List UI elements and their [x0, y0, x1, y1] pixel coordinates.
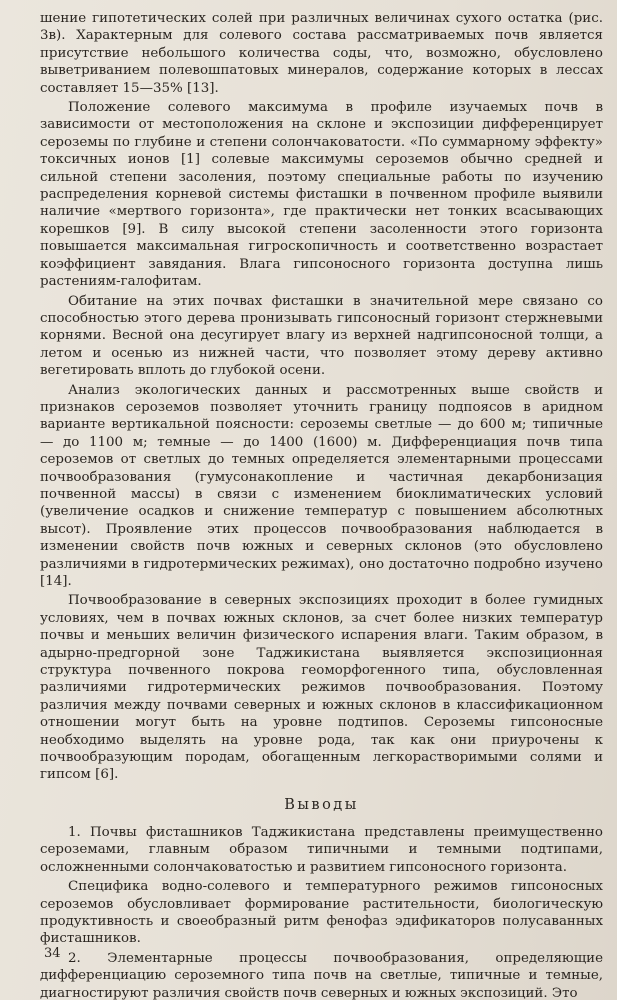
paragraph-continued: шение гипотетических солей при различных величинах сухого остатка (рис. 3в). Характерным для солевого состава рассматриваемых почв является присутствие небольшого количества соды, что, возможно, обусловлено выветриванием полевошпатовых минералов, содержание которых в лессах составляет 15—35% [13].: [40, 11, 603, 96]
conclusion-1: 1. Почвы фисташников Таджикистана представлены преимущественно сероземами, главным образом типичными и темными подтипами, осложненными солончаковатостью и развитием гипсоносного горизонта.: [40, 824, 603, 875]
page-number: 34: [44, 946, 61, 961]
conclusion-2: 2. Элементарные процессы почвообразования, определяющие дифференциацию сероземного типа почв на светлые, типичные и темные, диагностируют различия свойств почв северных и южных экспозиций. Это: [40, 950, 603, 1000]
text-column: [40, 10, 603, 1000]
paragraph-ecological-analysis: Анализ экологических данных и рассмотренных выше свойств и признаков сероземов позволяет уточнить границу подпоясов в аридном варианте вертикальной поясности: сероземы светлые — до 600 м; типичные — до 1100 м; темные — до 1400 (1600) м. Дифференциация почв типа сероземов от светлых до темных определяется элементарными процессами почвообразования (гумусонакопление и частичная декарбонизация почвенной массы) в связи с изменением биоклиматических условий (увеличение осадков и снижение температур с повышением абсолютных высот). Проявление этих процессов почвообразования наблюдается в изменении свойств почв южных и северных склонов (это обусловлено различиями в гидротермических режимах), оно достаточно подробно изучено [14].: [40, 382, 603, 589]
section-heading: Выводы: [284, 796, 359, 813]
paragraph-salt-maximum: Положение солевого максимума в профиле изучаемых почв в зависимости от местоположения на склоне и экспозиции дифференцирует сероземы по глубине и степени солончаковатости. «По суммарному эффекту» токсичных ионов [1] солевые максимумы сероземов обычно средней и сильной степени засоления, поэтому специальные работы по изучению распределения корневой системы фисташки в почвенном профиле выявили наличие «мертвого горизонта», где практически нет тонких всасывающих корешков [9]. В силу высокой степени засоленности этого горизонта повышается максимальная гигроскопичность и соответственно возрастает коэффициент завядания. Влага гипсоносного горизонта доступна лишь растениям-галофитам.: [40, 100, 603, 290]
paragraph-northern-exposures: Почвообразование в северных экспозициях проходит в более гумидных условиях, чем в почвах южных склонов, за счет более низких температур почвы и меньших величин физического испарения влаги. Таким образом, в адырно-предгорной зоне Таджикистана выявляется экспозиционная структура почвенного покрова геоморфогенного типа, обусловленная различиями гидротермических режимов почвообразования. Поэтому различия между почвами северных и южных склонов в классификационном отношении могут быть на уровне подтипов. Сероземы гипсоносные необходимо выделять на уровне рода, так как они приурочены к почвообразующим породам, обогащенным легкорастворимыми солями и гипсом [6].: [40, 593, 603, 783]
paragraph-pistachio-roots: Обитание на этих почвах фисташки в значительной мере связано со способностью этого дерева пронизывать гипсоносный горизонт стержневыми корнями. Весной она десугирует влагу из верхней надгипсоносной толщи, а летом и осенью из нижней части, что позволяет этому дереву активно вегетировать вплоть до глубокой осени.: [40, 293, 603, 379]
conclusion-1-continued: Специфика водно-солевого и температурного режимов гипсоносных сероземов обусловливает формирование растительности, биологическую продуктивность и своеобразный ритм фенофаз эдификаторов полусаванных фисташников.: [40, 879, 603, 947]
